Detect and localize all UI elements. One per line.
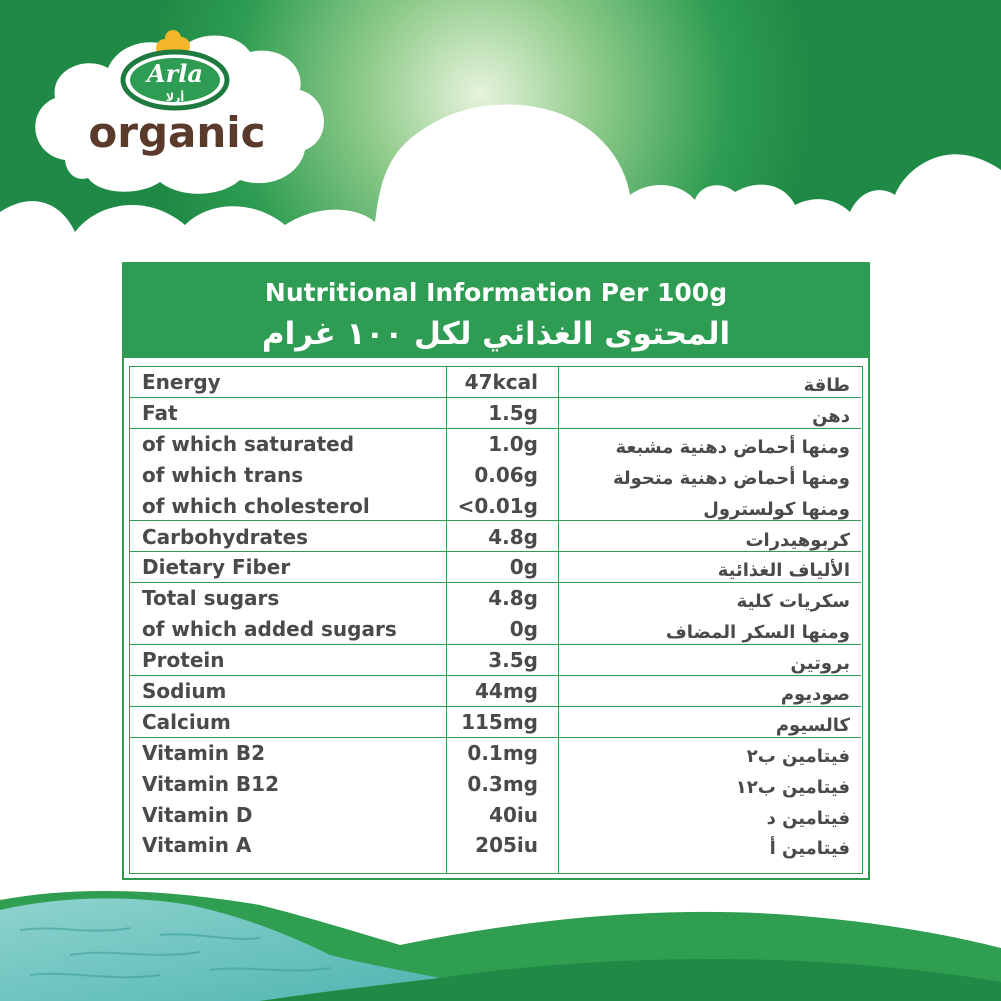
table-header [124,264,868,358]
nutrient-group [130,429,861,522]
nutrient-name-arabic: الألياف الغذائية [717,560,850,582]
nutrient-value: 0.3mg [467,771,538,796]
nutrient-name: Dietary Fiber [142,555,291,580]
nutrient-value: 47kcal [464,370,538,394]
nutrient-value: 0.06g [474,462,538,487]
table-row [130,614,861,645]
nutrient-name-arabic: ومنها كولسترول [703,498,850,520]
nutrient-value: 0g [509,555,538,580]
nutrient-value: 0g [509,617,538,642]
nutrient-name-arabic: فيتامين أ [769,838,850,860]
nutrient-value: 0.1mg [467,740,538,765]
table-row [130,491,861,522]
nutrient-name-arabic: ومنها السكر المضاف [665,622,850,644]
table-row [130,552,861,583]
nutrient-name: of which added sugars [142,617,397,642]
table-row [130,398,861,429]
nutrient-name-arabic: ومنها أحماض دهنية مشبعة [615,436,850,458]
nutrient-name-arabic: صوديوم [780,684,850,705]
title-english: Nutritional Information Per 100g [264,278,728,307]
logo-product-name: organic [88,108,266,157]
table-row [130,676,861,707]
table-body [129,366,863,874]
nutrient-name-arabic: ومنها أحماض دهنية متحولة [612,467,850,489]
nutrient-name: Fat [142,400,178,425]
nutrient-value: 1.0g [488,431,538,456]
nutrient-group [130,707,861,738]
nutrient-name-arabic: فيتامين د [766,807,850,829]
nutrient-value: 3.5g [488,648,538,673]
table-row [130,522,861,553]
nutrient-name-arabic: طاقة [803,375,850,396]
nutrient-name-arabic: فيتامين ب٢ [746,745,850,767]
nutrient-group [130,552,861,583]
nutrient-name-arabic: سكريات كلية [736,591,850,613]
nutrient-name: Energy [142,370,221,394]
table-row [130,429,861,460]
nutrient-group [130,522,861,553]
table-row [130,830,861,861]
nutrient-name: Vitamin B2 [142,740,266,765]
nutrient-value: 115mg [461,709,538,734]
table-row [130,707,861,738]
nutrient-value: 4.8g [488,524,538,549]
nutrient-value: 40iu [489,802,538,827]
table-row [130,367,861,398]
nutrient-name-arabic: دهن [812,405,850,427]
nutrient-value: 1.5g [488,400,538,425]
logo-brand-name: Arla [147,59,203,88]
nutrient-name-arabic: كربوهيدرات [745,529,850,551]
nutrient-name: Vitamin B12 [142,771,280,796]
title-arabic: المحتوى الغذائي لكل ١٠٠ غرام [261,316,731,352]
nutrient-name: Calcium [142,709,231,734]
table-row [130,738,861,769]
table-row [130,800,861,831]
nutrient-name: of which trans [142,462,304,487]
nutrient-value: 4.8g [488,586,538,611]
nutrient-name: Carbohydrates [142,524,309,549]
nutrient-group [130,583,861,645]
table-row [130,645,861,676]
nutrient-group [130,398,861,429]
nutrient-value: <0.01g [457,493,538,518]
nutrient-name-arabic: فيتامين ب١٢ [735,776,850,798]
table-row [130,460,861,491]
nutrient-group [130,676,861,707]
nutrient-name: Total sugars [142,586,280,611]
nutrient-value: 44mg [475,679,538,703]
nutrient-name: Sodium [142,679,227,703]
table-row [130,583,861,614]
nutrient-name: Vitamin D [142,802,253,827]
nutrient-name: of which cholesterol [142,493,370,518]
nutrient-group [130,738,861,862]
nutrient-name-arabic: بروتين [790,653,850,675]
logo-brand-name-ar: أرلا [165,91,185,104]
nutrient-name: of which saturated [142,431,355,456]
nutrient-name: Protein [142,648,225,673]
nutrient-group [130,645,861,676]
nutrition-table [122,262,870,880]
nutrient-group [130,367,861,398]
table-row [130,769,861,800]
nutrient-name: Vitamin A [142,833,252,858]
nutrient-name-arabic: كالسيوم [775,714,850,736]
nutrient-value: 205iu [475,833,538,858]
